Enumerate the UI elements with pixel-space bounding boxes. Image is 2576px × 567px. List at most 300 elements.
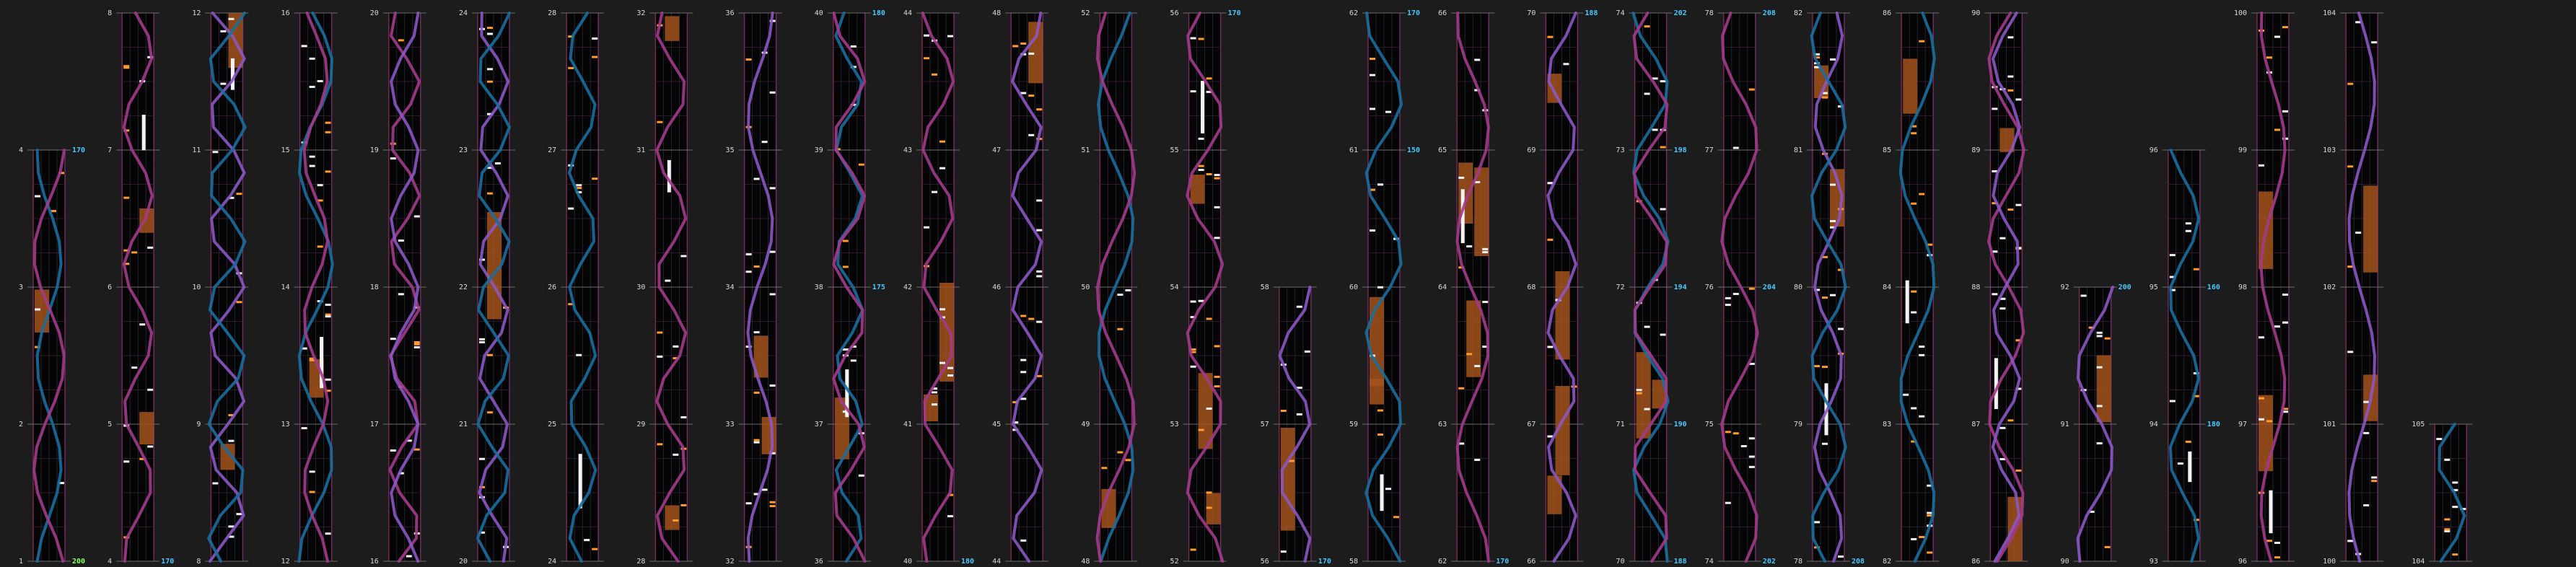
- tap-note: [947, 374, 953, 377]
- measure-number: 102: [2323, 284, 2336, 291]
- tap-note: [746, 253, 752, 255]
- tap-note: [414, 343, 420, 346]
- tap-note: [1830, 58, 1836, 61]
- tap-note: [746, 502, 752, 504]
- tap-note: [1547, 36, 1553, 38]
- measure-number: 29: [636, 421, 646, 428]
- measure-number: 48: [992, 9, 1002, 17]
- tap-note: [1482, 248, 1488, 250]
- tap-note: [1733, 147, 1739, 149]
- tap-note: [2436, 438, 2442, 440]
- tap-note: [576, 354, 582, 356]
- measure-number: 11: [192, 146, 201, 154]
- measure-number: 77: [1704, 146, 1714, 154]
- tap-note: [317, 80, 323, 82]
- tap-note: [2259, 164, 2264, 167]
- tap-note: [479, 458, 485, 460]
- tap-note: [1036, 321, 1042, 323]
- measure-number: 74: [1704, 558, 1714, 566]
- tap-note: [1458, 177, 1464, 179]
- measure-number: 43: [903, 146, 912, 154]
- tap-note: [1206, 173, 1212, 175]
- measure-number: 101: [2323, 421, 2336, 428]
- hold-note: [1028, 22, 1043, 83]
- measure-number: 36: [814, 558, 823, 566]
- measure-number: 15: [281, 146, 290, 154]
- measure-number: 87: [1971, 421, 1981, 428]
- tap-note: [1370, 107, 1375, 110]
- measure-number: 100: [2323, 558, 2336, 566]
- measure-number: 72: [1616, 284, 1625, 291]
- tap-note: [487, 81, 493, 83]
- tap-note: [1652, 128, 1658, 131]
- tap-note: [2194, 268, 2199, 271]
- tap-note: [2097, 335, 2103, 337]
- tap-note: [1637, 389, 1642, 391]
- tap-note: [673, 519, 678, 522]
- bpm-label: 180: [961, 558, 975, 566]
- tap-note: [657, 331, 662, 333]
- tap-note: [2347, 540, 2353, 542]
- measure-number: 79: [1793, 421, 1802, 428]
- tap-note: [1214, 177, 1220, 180]
- tap-note: [2097, 405, 2103, 407]
- tap-note: [2282, 294, 2288, 296]
- tap-note: [123, 460, 129, 462]
- tap-note: [310, 470, 315, 472]
- tap-note: [1644, 326, 1650, 328]
- measure-number: 4: [18, 146, 23, 154]
- measure-number: 28: [636, 558, 646, 566]
- measure-number: 16: [281, 9, 290, 17]
- hold-bar: [579, 454, 582, 508]
- measure-number: 38: [814, 284, 823, 291]
- tap-note: [1725, 431, 1731, 433]
- tap-note: [1474, 459, 1480, 461]
- tap-note: [2371, 41, 2377, 43]
- hold-note: [1474, 167, 1489, 256]
- tap-note: [487, 354, 493, 356]
- tap-note: [487, 193, 493, 195]
- measure-number: 99: [2238, 146, 2247, 154]
- tap-note: [1749, 437, 1755, 439]
- measure-number: 20: [458, 558, 468, 566]
- measure-number: 23: [458, 146, 468, 154]
- measure-number: 28: [548, 9, 557, 17]
- bpm-label: 202: [1762, 558, 1776, 566]
- measure-number: 25: [548, 421, 557, 428]
- bpm-label: 208: [1852, 558, 1865, 566]
- bpm-label: 200: [72, 558, 86, 566]
- tap-note: [212, 483, 218, 485]
- tap-note: [1838, 555, 1844, 558]
- measure-number: 70: [1527, 9, 1536, 17]
- tap-note: [1028, 134, 1034, 136]
- tap-note: [1563, 63, 1569, 65]
- tap-note: [1214, 237, 1220, 239]
- measure-number: 91: [2060, 421, 2069, 428]
- tap-note: [1028, 94, 1034, 97]
- tap-note: [487, 27, 493, 29]
- tap-note: [1214, 206, 1220, 208]
- tap-note: [680, 416, 686, 418]
- tap-note: [406, 555, 412, 558]
- measure-number: 64: [1438, 284, 1447, 291]
- tap-note: [932, 74, 937, 76]
- hold-bar: [1906, 281, 1909, 324]
- tap-note: [2170, 254, 2176, 256]
- tap-note: [1911, 291, 1916, 293]
- hold-note: [762, 417, 776, 454]
- tap-note: [1206, 408, 1212, 410]
- tap-note: [2007, 208, 2013, 211]
- tap-note: [414, 346, 420, 348]
- tap-note: [1370, 58, 1375, 60]
- tap-note: [1814, 365, 1820, 367]
- bpm-label: 170: [1318, 558, 1331, 566]
- tap-note: [2266, 420, 2272, 422]
- tap-note: [2097, 366, 2103, 369]
- bpm-label: 160: [2207, 284, 2220, 291]
- tap-note: [1749, 288, 1755, 290]
- tap-note: [2347, 165, 2353, 167]
- tap-note: [1214, 174, 1220, 176]
- measure-number: 24: [548, 558, 557, 566]
- tap-note: [1830, 220, 1836, 222]
- tap-note: [390, 157, 396, 159]
- measure-number: 48: [1081, 558, 1090, 566]
- tap-note: [2452, 506, 2458, 508]
- hold-bar: [2188, 452, 2191, 482]
- tap-note: [2363, 401, 2369, 403]
- tap-note: [843, 265, 849, 268]
- measure-number: 69: [1527, 146, 1536, 154]
- tap-note: [1377, 434, 1383, 436]
- tap-note: [2105, 546, 2111, 548]
- tap-note: [325, 304, 331, 306]
- tap-note: [398, 39, 404, 41]
- measure-number: 40: [814, 9, 823, 17]
- tap-note: [746, 58, 752, 61]
- measure-number: 81: [1793, 146, 1802, 154]
- tap-note: [1660, 80, 1666, 82]
- tap-note: [932, 391, 937, 393]
- tap-note: [2274, 542, 2280, 544]
- measure-number: 84: [1883, 284, 1892, 291]
- measure-number: 26: [548, 284, 557, 291]
- tap-note: [2274, 325, 2280, 328]
- measure-number: 63: [1438, 421, 1447, 428]
- tap-note: [1482, 251, 1488, 253]
- tap-note: [1822, 97, 1828, 99]
- tap-note: [2282, 110, 2288, 113]
- measure-number: 86: [1971, 558, 1981, 566]
- tap-note: [325, 122, 331, 124]
- hold-note: [2363, 185, 2378, 272]
- tap-note: [310, 58, 315, 60]
- tap-note: [754, 441, 760, 444]
- tap-note: [1749, 466, 1755, 468]
- tap-note: [1919, 40, 1924, 43]
- tap-note: [390, 449, 396, 452]
- tap-note: [414, 215, 420, 217]
- bpm-label: 175: [872, 284, 885, 291]
- bpm-label: 188: [1673, 558, 1687, 566]
- tap-note: [1385, 111, 1391, 113]
- tap-note: [1741, 445, 1747, 447]
- measure-number: 5: [108, 421, 113, 428]
- bpm-label: 180: [2207, 421, 2220, 428]
- tap-note: [592, 177, 597, 180]
- measure-number: 12: [281, 558, 290, 566]
- measure-number: 52: [1170, 558, 1179, 566]
- bpm-label: 194: [1673, 284, 1687, 291]
- tap-note: [139, 323, 145, 325]
- tap-note: [1474, 365, 1480, 367]
- tap-note: [131, 366, 137, 369]
- tap-note: [1911, 538, 1916, 540]
- tap-note: [1644, 408, 1650, 410]
- tap-note: [35, 195, 40, 198]
- tap-note: [487, 68, 493, 70]
- tap-note: [147, 247, 153, 249]
- tap-note: [1199, 429, 1204, 431]
- tap-note: [2259, 418, 2264, 421]
- tap-note: [325, 170, 331, 172]
- tap-note: [302, 427, 307, 429]
- tap-note: [1999, 237, 2005, 239]
- tap-note: [1117, 294, 1123, 296]
- tap-note: [2282, 26, 2288, 28]
- tap-note: [1191, 37, 1196, 39]
- tap-note: [939, 167, 945, 170]
- tap-note: [414, 341, 420, 343]
- tap-note: [665, 280, 670, 282]
- measure-number: 82: [1883, 558, 1892, 566]
- measure-number: 17: [369, 421, 379, 428]
- tap-note: [568, 67, 574, 69]
- tap-note: [2274, 128, 2280, 131]
- measure-number: 16: [369, 558, 379, 566]
- tap-note: [325, 315, 331, 317]
- tap-note: [657, 356, 662, 358]
- tap-note: [310, 165, 315, 167]
- measure-number: 95: [2149, 284, 2158, 291]
- tap-note: [1660, 333, 1666, 335]
- tap-note: [762, 141, 768, 143]
- measure-number: 8: [196, 558, 201, 566]
- tap-note: [1830, 294, 1836, 296]
- tap-note: [1020, 315, 1026, 317]
- measure-number: 82: [1793, 9, 1802, 17]
- measure-number: 58: [1349, 558, 1358, 566]
- tap-note: [1733, 293, 1739, 295]
- measure-number: 92: [2060, 284, 2069, 291]
- tap-note: [325, 131, 331, 133]
- hold-bar: [1380, 475, 1384, 511]
- measure-number: 78: [1793, 558, 1802, 566]
- tap-note: [1911, 132, 1916, 134]
- hold-note: [1191, 175, 1205, 203]
- tap-note: [932, 403, 937, 405]
- tap-note: [939, 141, 945, 143]
- tap-note: [2015, 98, 2021, 100]
- hold-note: [665, 16, 679, 40]
- tap-note: [302, 45, 307, 47]
- hold-note: [2259, 395, 2273, 471]
- tap-note: [2282, 322, 2288, 324]
- tap-note: [568, 208, 574, 210]
- measure-number: 89: [1971, 146, 1981, 154]
- tap-note: [592, 56, 597, 58]
- tap-note: [746, 271, 752, 273]
- tap-note: [680, 255, 686, 257]
- tap-note: [1281, 410, 1287, 412]
- measure-number: 37: [814, 421, 823, 428]
- measure-number: 97: [2238, 421, 2247, 428]
- measure-number: 20: [369, 9, 379, 17]
- measure-number: 73: [1616, 146, 1625, 154]
- tap-note: [2097, 442, 2103, 444]
- measure-number: 53: [1170, 421, 1179, 428]
- tap-note: [1919, 416, 1924, 418]
- tap-note: [1644, 93, 1650, 95]
- tap-note: [1911, 407, 1916, 409]
- tap-note: [2007, 89, 2013, 92]
- tap-note: [770, 92, 776, 94]
- measure-number: 31: [636, 146, 646, 154]
- tap-note: [1117, 328, 1123, 330]
- tap-note: [1927, 512, 1932, 514]
- measure-number: 65: [1438, 146, 1447, 154]
- tap-note: [236, 193, 242, 195]
- tap-note: [947, 35, 953, 38]
- tap-note: [1725, 304, 1731, 306]
- tap-note: [770, 251, 776, 253]
- tap-note: [147, 446, 153, 448]
- measure-number: 51: [1081, 146, 1090, 154]
- tap-note: [1297, 413, 1302, 416]
- measure-number: 47: [992, 146, 1002, 154]
- measure-number: 68: [1527, 284, 1536, 291]
- tap-note: [770, 505, 776, 507]
- measure-number: 104: [2323, 9, 2336, 17]
- tap-note: [398, 293, 404, 295]
- tap-note: [2452, 481, 2458, 483]
- measure-number: 2: [18, 421, 23, 428]
- measure-number: 35: [725, 146, 735, 154]
- tap-note: [754, 439, 760, 441]
- hold-note: [2097, 355, 2111, 422]
- hold-note: [139, 412, 154, 444]
- tap-note: [1393, 516, 1399, 518]
- tap-note: [390, 338, 396, 340]
- tap-note: [1028, 53, 1034, 55]
- tap-note: [1749, 89, 1755, 91]
- tap-note: [1125, 289, 1131, 291]
- tap-note: [1927, 552, 1932, 554]
- tap-note: [1297, 306, 1302, 308]
- tap-note: [1919, 193, 1924, 195]
- tap-note: [673, 454, 678, 456]
- measure-number: 49: [1081, 421, 1090, 428]
- tap-note: [2007, 76, 2013, 78]
- tap-note: [2097, 332, 2103, 334]
- tap-note: [317, 184, 323, 186]
- tap-note: [1458, 387, 1464, 390]
- measure-number: 56: [1170, 9, 1179, 17]
- tap-note: [2105, 338, 2111, 340]
- tap-note: [2444, 519, 2450, 521]
- measure-number: 1: [18, 558, 23, 566]
- tap-note: [2015, 470, 2021, 472]
- measure-number: 66: [1527, 558, 1536, 566]
- tap-note: [1822, 296, 1828, 299]
- hold-bar: [1201, 81, 1204, 133]
- tap-note: [1919, 354, 1924, 356]
- tap-note: [851, 359, 857, 361]
- tap-note: [2259, 397, 2264, 400]
- bpm-label: 150: [1407, 146, 1421, 154]
- tap-note: [1482, 301, 1488, 303]
- tap-note: [123, 197, 129, 199]
- tap-note: [1101, 467, 1107, 469]
- measure-number: 46: [992, 284, 1002, 291]
- measure-number: 76: [1704, 284, 1714, 291]
- tap-note: [2274, 556, 2280, 558]
- tap-note: [1036, 229, 1042, 232]
- measure-number: 40: [903, 558, 912, 566]
- tap-note: [1725, 297, 1731, 299]
- tap-note: [236, 513, 242, 515]
- tap-note: [2266, 56, 2272, 58]
- tap-note: [1036, 271, 1042, 273]
- bpm-label: 170: [1227, 9, 1241, 17]
- tap-note: [657, 121, 662, 123]
- measure-number: 32: [725, 558, 735, 566]
- measure-number: 30: [636, 284, 646, 291]
- tap-note: [1749, 456, 1755, 458]
- hold-note: [35, 289, 49, 333]
- tap-note: [2007, 419, 2013, 421]
- measure-number: 62: [1349, 9, 1358, 17]
- tap-note: [1199, 169, 1204, 171]
- tap-note: [1370, 229, 1375, 232]
- tap-note: [2355, 232, 2361, 234]
- tap-note: [770, 293, 776, 295]
- tap-note: [1660, 208, 1666, 210]
- tap-note: [1199, 138, 1204, 140]
- bpm-label: 200: [2118, 284, 2132, 291]
- tap-note: [1838, 328, 1844, 330]
- tap-note: [673, 346, 678, 348]
- tap-note: [924, 57, 929, 59]
- measure-number: 55: [1170, 146, 1179, 154]
- measure-number: 78: [1704, 9, 1714, 17]
- measure-number: 100: [2233, 9, 2247, 17]
- bpm-label: 204: [1762, 284, 1776, 291]
- tap-note: [1992, 293, 1997, 295]
- measure-number: 22: [458, 284, 468, 291]
- tap-note: [680, 504, 686, 506]
- tap-note: [487, 32, 493, 35]
- tap-note: [2444, 459, 2450, 461]
- measure-number: 14: [281, 284, 290, 291]
- tap-note: [754, 331, 760, 333]
- hold-note: [1903, 58, 1917, 113]
- tap-note: [924, 35, 929, 37]
- bpm-label: 170: [1496, 558, 1510, 566]
